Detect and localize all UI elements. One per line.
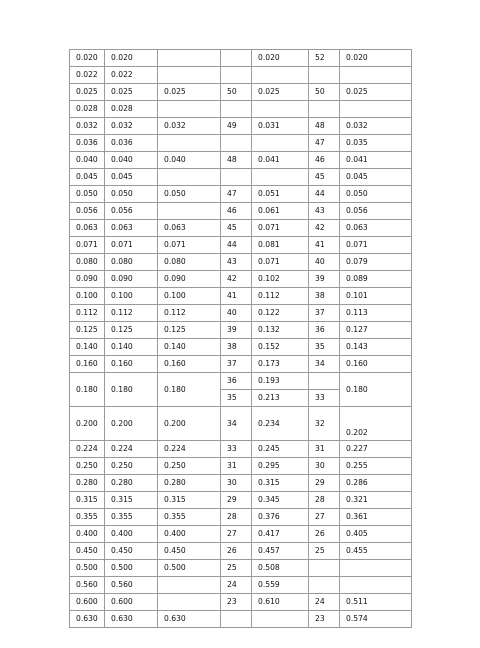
table-row (70, 441, 412, 458)
table-cell: 0.315 (158, 492, 221, 509)
table-cell: 0.255 (340, 458, 412, 475)
table-cell: 0.450 (105, 543, 158, 560)
table-cell: 0.071 (105, 237, 158, 254)
table-cell: 48 (309, 118, 340, 135)
table-cell: 0.450 (70, 543, 105, 560)
table-cell: 0.202 (340, 407, 412, 441)
table-cell: 0.035 (340, 135, 412, 152)
table-cell (158, 101, 221, 118)
table-cell: 30 (221, 475, 252, 492)
table-cell: 0.457 (252, 543, 309, 560)
table-cell (252, 169, 309, 186)
table-cell: 0.112 (105, 305, 158, 322)
table-cell: 37 (221, 356, 252, 373)
table-cell (221, 169, 252, 186)
table-cell: 0.559 (252, 577, 309, 594)
table-cell: 0.355 (158, 509, 221, 526)
table-cell: 31 (221, 458, 252, 475)
table-cell: 0.020 (70, 50, 105, 67)
table-cell: 0.315 (252, 475, 309, 492)
table-cell: 0.125 (105, 322, 158, 339)
table-cell: 0.224 (105, 441, 158, 458)
table-cell: 40 (309, 254, 340, 271)
table-cell: 0.102 (252, 271, 309, 288)
table-cell: 0.032 (70, 118, 105, 135)
table-cell: 0.063 (158, 220, 221, 237)
table-row (70, 356, 412, 373)
table-cell: 34 (221, 407, 252, 441)
table-cell: 40 (221, 305, 252, 322)
table-row (70, 67, 412, 84)
table-row (70, 560, 412, 577)
table-cell (309, 577, 340, 594)
table-cell: 0.050 (158, 186, 221, 203)
table-cell: 0.200 (70, 407, 105, 441)
table-cell (158, 169, 221, 186)
table-cell: 0.400 (105, 526, 158, 543)
table-cell: 0.405 (340, 526, 412, 543)
table-row (70, 322, 412, 339)
table-cell: 0.500 (70, 560, 105, 577)
table-cell (221, 50, 252, 67)
table-cell: 0.079 (340, 254, 412, 271)
table-cell: 0.041 (340, 152, 412, 169)
table-cell (252, 101, 309, 118)
table-cell: 0.036 (70, 135, 105, 152)
table-row (70, 152, 412, 169)
table-cell: 0.113 (340, 305, 412, 322)
table-cell: 0.560 (105, 577, 158, 594)
table-cell: 0.376 (252, 509, 309, 526)
table-cell: 43 (221, 254, 252, 271)
table-cell: 0.630 (70, 611, 105, 628)
table-cell: 44 (309, 186, 340, 203)
table-cell: 0.500 (158, 560, 221, 577)
table-cell: 0.100 (105, 288, 158, 305)
table-cell: 28 (221, 509, 252, 526)
table-cell: 0.200 (158, 407, 221, 441)
table-cell (158, 50, 221, 67)
table-cell: 0.031 (252, 118, 309, 135)
table-cell: 0.045 (105, 169, 158, 186)
table-cell: 0.250 (158, 458, 221, 475)
table-cell: 0.193 (252, 373, 309, 390)
table-cell: 0.173 (252, 356, 309, 373)
table-row (70, 118, 412, 135)
table-cell: 0.022 (105, 67, 158, 84)
table-cell: 0.090 (70, 271, 105, 288)
table-cell (340, 101, 412, 118)
table-cell: 0.020 (105, 50, 158, 67)
table-cell: 45 (309, 169, 340, 186)
table-cell: 0.180 (340, 373, 412, 407)
table-cell: 33 (309, 390, 340, 407)
table-cell (158, 594, 221, 611)
table-cell: 44 (221, 237, 252, 254)
table-cell (340, 577, 412, 594)
table-cell: 0.500 (105, 560, 158, 577)
table-cell (340, 67, 412, 84)
table-row (70, 84, 412, 101)
table-cell: 0.025 (252, 84, 309, 101)
table-cell: 0.630 (158, 611, 221, 628)
table-cell: 0.160 (158, 356, 221, 373)
table-cell: 0.574 (340, 611, 412, 628)
table-cell: 0.127 (340, 322, 412, 339)
table-cell: 38 (221, 339, 252, 356)
table-cell: 0.101 (340, 288, 412, 305)
table-cell: 0.160 (70, 356, 105, 373)
table-cell: 0.022 (70, 67, 105, 84)
table-cell: 0.071 (158, 237, 221, 254)
table-cell: 0.321 (340, 492, 412, 509)
table-cell: 0.056 (340, 203, 412, 220)
table-cell: 0.080 (158, 254, 221, 271)
table-cell: 27 (221, 526, 252, 543)
table-cell: 0.090 (105, 271, 158, 288)
table-cell: 0.036 (105, 135, 158, 152)
table-cell: 29 (221, 492, 252, 509)
table-cell (340, 560, 412, 577)
table-row (70, 611, 412, 628)
table-row (70, 475, 412, 492)
table-row (70, 288, 412, 305)
table-cell: 39 (221, 322, 252, 339)
table-cell (158, 135, 221, 152)
table-cell: 35 (309, 339, 340, 356)
table-cell: 0.040 (158, 152, 221, 169)
table-cell: 0.224 (70, 441, 105, 458)
table-cell: 0.160 (105, 356, 158, 373)
table-row (70, 373, 412, 390)
table-row (70, 543, 412, 560)
table-cell: 0.361 (340, 509, 412, 526)
table-cell: 0.280 (158, 475, 221, 492)
table-cell: 27 (309, 509, 340, 526)
table-cell: 0.071 (252, 220, 309, 237)
table-cell: 0.234 (252, 407, 309, 441)
table-cell: 0.032 (105, 118, 158, 135)
table-cell: 0.400 (70, 526, 105, 543)
table-cell: 0.056 (70, 203, 105, 220)
table-cell: 0.071 (252, 254, 309, 271)
table-cell: 46 (309, 152, 340, 169)
table-cell: 0.224 (158, 441, 221, 458)
table-cell: 0.315 (70, 492, 105, 509)
table-cell: 0.063 (105, 220, 158, 237)
table-cell: 0.140 (70, 339, 105, 356)
table-cell: 0.112 (158, 305, 221, 322)
table-row (70, 271, 412, 288)
table-cell (158, 67, 221, 84)
table-cell: 0.050 (340, 186, 412, 203)
table-cell: 0.160 (340, 356, 412, 373)
table-cell: 35 (221, 390, 252, 407)
table-cell: 25 (309, 543, 340, 560)
table-cell: 46 (221, 203, 252, 220)
table-cell: 0.143 (340, 339, 412, 356)
table-cell: 41 (221, 288, 252, 305)
table-cell (221, 135, 252, 152)
table-cell: 0.089 (340, 271, 412, 288)
table-cell: 34 (309, 356, 340, 373)
table-row (70, 237, 412, 254)
table-cell (309, 101, 340, 118)
table-cell: 31 (309, 441, 340, 458)
data-table (69, 49, 412, 628)
table-cell: 0.355 (70, 509, 105, 526)
table-cell (221, 67, 252, 84)
table-row (70, 526, 412, 543)
table-cell: 0.090 (158, 271, 221, 288)
table-cell: 0.125 (70, 322, 105, 339)
table-cell (309, 560, 340, 577)
table-row (70, 458, 412, 475)
table-cell: 0.250 (105, 458, 158, 475)
table-cell (252, 611, 309, 628)
table-cell: 50 (221, 84, 252, 101)
table-cell: 0.040 (105, 152, 158, 169)
table-row (70, 50, 412, 67)
table-row (70, 220, 412, 237)
table-row (70, 186, 412, 203)
table-cell: 0.140 (158, 339, 221, 356)
table-cell: 0.063 (70, 220, 105, 237)
table-row (70, 254, 412, 271)
table-cell: 38 (309, 288, 340, 305)
table-cell: 0.020 (252, 50, 309, 67)
table-cell: 0.345 (252, 492, 309, 509)
table-row (70, 135, 412, 152)
table-cell: 36 (309, 322, 340, 339)
table-cell: 0.025 (340, 84, 412, 101)
table-row (70, 101, 412, 118)
table-cell: 0.080 (105, 254, 158, 271)
table-cell: 50 (309, 84, 340, 101)
table-cell: 0.227 (340, 441, 412, 458)
table-cell (158, 577, 221, 594)
table-cell: 0.450 (158, 543, 221, 560)
table-cell: 0.041 (252, 152, 309, 169)
table-cell (221, 611, 252, 628)
table-cell: 30 (309, 458, 340, 475)
table-cell: 0.100 (70, 288, 105, 305)
table-cell: 0.250 (70, 458, 105, 475)
table-cell: 0.132 (252, 322, 309, 339)
table-cell: 0.080 (70, 254, 105, 271)
table-cell: 0.152 (252, 339, 309, 356)
table-cell: 0.630 (105, 611, 158, 628)
table-cell: 0.032 (340, 118, 412, 135)
table-cell: 29 (309, 475, 340, 492)
table-row (70, 577, 412, 594)
table-cell: 0.122 (252, 305, 309, 322)
table-cell: 0.081 (252, 237, 309, 254)
table-cell: 0.028 (70, 101, 105, 118)
table-cell: 0.063 (340, 220, 412, 237)
table-cell: 0.511 (340, 594, 412, 611)
table-cell: 24 (309, 594, 340, 611)
table-cell: 24 (221, 577, 252, 594)
table-cell: 0.056 (105, 203, 158, 220)
table-cell: 0.180 (70, 373, 105, 407)
table-cell: 0.355 (105, 509, 158, 526)
table-cell: 0.025 (105, 84, 158, 101)
table-cell: 0.045 (70, 169, 105, 186)
table-cell: 0.050 (70, 186, 105, 203)
table-row (70, 594, 412, 611)
table-cell: 0.400 (158, 526, 221, 543)
table-cell: 48 (221, 152, 252, 169)
table-cell: 0.286 (340, 475, 412, 492)
table-cell: 25 (221, 560, 252, 577)
table-cell: 33 (221, 441, 252, 458)
table-row (70, 203, 412, 220)
table-row (70, 407, 412, 441)
table-cell: 0.508 (252, 560, 309, 577)
table-cell: 0.025 (158, 84, 221, 101)
table-cell: 0.560 (70, 577, 105, 594)
table-row (70, 509, 412, 526)
table-cell: 26 (309, 526, 340, 543)
table-cell (252, 67, 309, 84)
table-cell: 0.180 (105, 373, 158, 407)
table-cell: 0.417 (252, 526, 309, 543)
table-cell: 0.140 (105, 339, 158, 356)
table-cell: 0.112 (252, 288, 309, 305)
table-cell: 0.200 (105, 407, 158, 441)
table-cell: 23 (221, 594, 252, 611)
table-row (70, 492, 412, 509)
table-cell: 0.061 (252, 203, 309, 220)
table-cell: 0.071 (340, 237, 412, 254)
table-cell: 41 (309, 237, 340, 254)
table-cell: 0.025 (70, 84, 105, 101)
table-cell: 0.071 (70, 237, 105, 254)
table-cell: 0.125 (158, 322, 221, 339)
table-body (70, 50, 412, 628)
table-cell: 0.315 (105, 492, 158, 509)
table-cell: 0.180 (158, 373, 221, 407)
table-cell: 32 (309, 407, 340, 441)
table-cell: 0.213 (252, 390, 309, 407)
table-cell: 36 (221, 373, 252, 390)
table-cell: 0.610 (252, 594, 309, 611)
table-cell: 43 (309, 203, 340, 220)
table-cell: 0.600 (70, 594, 105, 611)
table-cell: 45 (221, 220, 252, 237)
table-cell: 37 (309, 305, 340, 322)
table-cell (309, 373, 340, 390)
table-cell: 0.600 (105, 594, 158, 611)
table-cell: 52 (309, 50, 340, 67)
table-cell: 0.455 (340, 543, 412, 560)
table-cell (252, 135, 309, 152)
table-cell: 0.245 (252, 441, 309, 458)
table-cell: 0.280 (105, 475, 158, 492)
table-row (70, 339, 412, 356)
table-row (70, 169, 412, 186)
table-cell: 47 (309, 135, 340, 152)
table-cell: 0.100 (158, 288, 221, 305)
table-cell: 0.040 (70, 152, 105, 169)
table-cell: 0.295 (252, 458, 309, 475)
table-cell: 0.045 (340, 169, 412, 186)
table-cell: 42 (221, 271, 252, 288)
table-cell: 0.032 (158, 118, 221, 135)
table-row (70, 305, 412, 322)
table-cell: 28 (309, 492, 340, 509)
table-cell: 0.028 (105, 101, 158, 118)
table-cell: 0.020 (340, 50, 412, 67)
table-cell: 23 (309, 611, 340, 628)
table-cell (158, 203, 221, 220)
table-cell: 0.051 (252, 186, 309, 203)
table-cell: 0.112 (70, 305, 105, 322)
table-cell: 49 (221, 118, 252, 135)
table-cell: 42 (309, 220, 340, 237)
table-cell: 47 (221, 186, 252, 203)
table-cell: 0.280 (70, 475, 105, 492)
table-cell: 39 (309, 271, 340, 288)
table-cell: 0.050 (105, 186, 158, 203)
table-cell (309, 67, 340, 84)
table-cell: 26 (221, 543, 252, 560)
table-cell (221, 101, 252, 118)
